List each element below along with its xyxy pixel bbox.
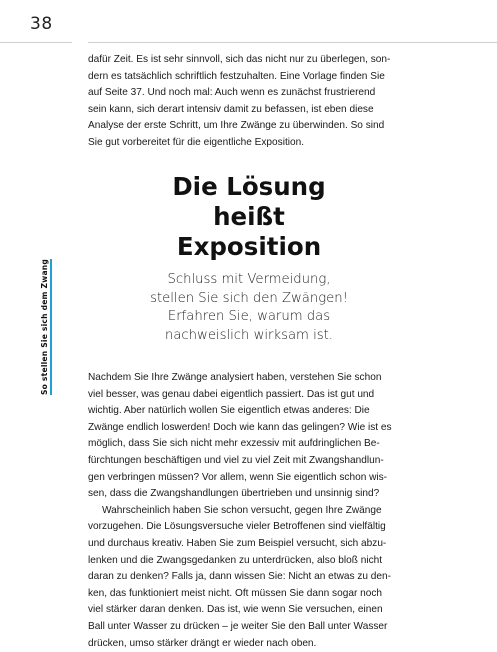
chapter-side-label: So stellen Sie sich dem Zwang: [40, 259, 52, 395]
text-line: möglich, dass Sie sich nicht mehr exzessiv mit aufdringlichen Be-: [88, 436, 410, 453]
intro-paragraph: [88, 52, 410, 152]
text-line: Nachdem Sie Ihre Zwänge analysiert haben, verstehen Sie schon: [88, 370, 410, 387]
body-paragraph: [88, 370, 410, 652]
text-line: fürchtungen beschäftigen und viel zu viel Zeit mit Zwangshandlun-: [88, 453, 410, 470]
text-line: Ball unter Wasser zu drücken – je weiter Sie den Ball unter Wasser: [88, 619, 410, 636]
text-line: und durchaus kreativ. Haben Sie zum Beispiel versucht, sich abzu-: [88, 536, 410, 553]
subheading-line: nachweislich wirksam ist.: [88, 327, 410, 346]
text-line: auf Seite 37. Und noch mal: Auch wenn es zunächst frustrierend: [88, 85, 410, 102]
text-line: sen, dass die Zwangshandlungen übertrieben und unsinnig sind?: [88, 486, 410, 503]
heading-line: heißt: [88, 202, 410, 232]
section-subheading: [88, 271, 410, 345]
section-heading: [88, 172, 410, 262]
text-line: lenken und die Zwangsgedanken zu unterdrücken, also bloß nicht: [88, 553, 410, 570]
page-number: 38: [30, 14, 53, 34]
margin-rule: [0, 42, 72, 43]
text-line: wichtig. Aber natürlich wollen Sie eigentlich etwas anderes: Die: [88, 403, 410, 420]
text-line: ken, das funktioniert meist nicht. Oft müssen Sie dann sogar noch: [88, 586, 410, 603]
text-line: viel besser, was genau dabei eigentlich passiert. Das ist gut und: [88, 387, 410, 404]
text-line: dern es tatsächlich schriftlich festzuhalten. Eine Vorlage finden Sie: [88, 69, 410, 86]
text-line: viel stärker daran denken. Das ist, wie wenn Sie versuchen, einen: [88, 602, 410, 619]
text-line: sein kann, sich derart intensiv damit zu befassen, ist eben diese: [88, 102, 410, 119]
text-line: gen verbringen müssen? Vor allem, wenn Sie eigentlich schon wis-: [88, 470, 410, 487]
text-line: Analyse der erste Schritt, um Ihre Zwänge zu überwinden. So sind: [88, 118, 410, 135]
text-line: vorzugehen. Die Lösungsversuche vieler Betroffenen sind vielfältig: [88, 519, 410, 536]
text-line: Wahrscheinlich haben Sie schon versucht, gegen Ihre Zwänge: [88, 503, 410, 520]
text-line: Zwänge endlich loswerden! Doch wie kann das gelingen? Wie ist es: [88, 420, 410, 437]
heading-line: Die Lösung: [88, 172, 410, 202]
text-line: dafür Zeit. Es ist sehr sinnvoll, sich das nicht nur zu überlegen, son-: [88, 52, 410, 69]
text-line: drücken, umso stärker drängt er wieder nach oben.: [88, 636, 410, 652]
text-line: daran zu denken? Falls ja, dann wissen Sie: Nicht an etwas zu den-: [88, 569, 410, 586]
subheading-line: Schluss mit Vermeidung,: [88, 271, 410, 290]
subheading-line: Erfahren Sie, warum das: [88, 308, 410, 327]
top-rule: [88, 42, 497, 43]
subheading-line: stellen Sie sich den Zwängen!: [88, 290, 410, 309]
heading-line: Exposition: [88, 232, 410, 262]
text-line: Sie gut vorbereitet für die eigentliche Exposition.: [88, 135, 410, 152]
